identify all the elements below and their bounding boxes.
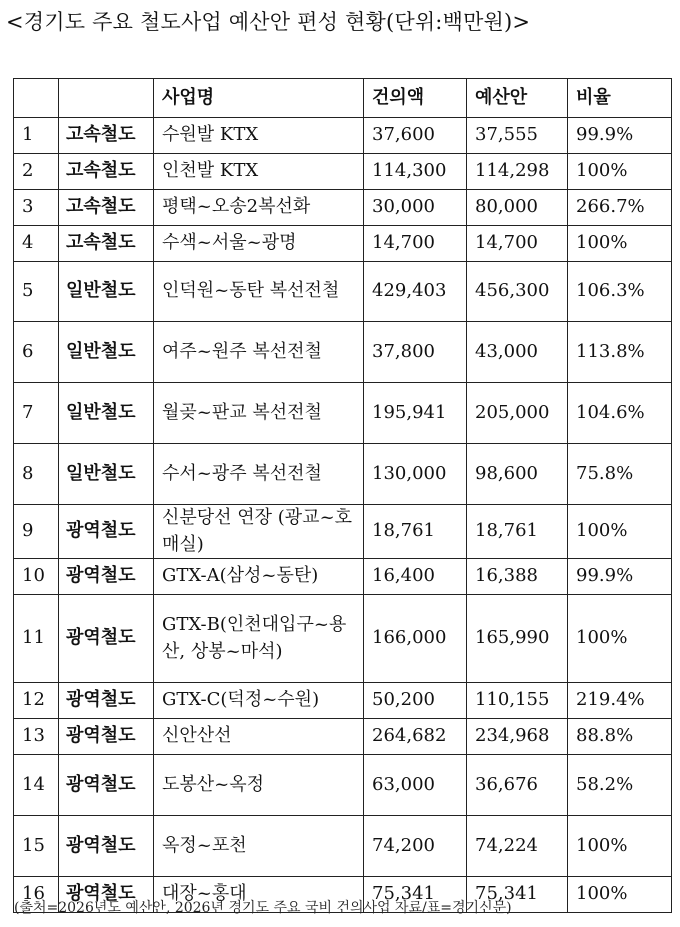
row-project-name: GTX-C(덕정~수원) [154, 683, 364, 719]
row-category: 광역철도 [59, 816, 154, 877]
row-ratio: 100% [568, 154, 672, 190]
row-number: 14 [14, 755, 59, 816]
row-project-name: 월곶~판교 복선전철 [154, 383, 364, 444]
row-ratio: 100% [568, 595, 672, 683]
row-number: 3 [14, 190, 59, 226]
table-row [14, 505, 672, 559]
row-budget: 205,000 [467, 383, 568, 444]
row-requested-amount: 429,403 [364, 262, 467, 322]
row-number: 5 [14, 262, 59, 322]
header-no [14, 79, 59, 118]
row-number: 13 [14, 719, 59, 755]
row-category: 광역철도 [59, 505, 154, 559]
table-row [14, 683, 672, 719]
row-category: 일반철도 [59, 322, 154, 383]
header-project-name: 사업명 [154, 79, 364, 118]
row-category: 일반철도 [59, 383, 154, 444]
row-requested-amount: 74,200 [364, 816, 467, 877]
row-ratio: 266.7% [568, 190, 672, 226]
source-note: (출처=2026년도 예산안, 2026년 경기도 주요 국비 건의사업 자료/표=경기신문) [14, 900, 512, 916]
table-row [14, 190, 672, 226]
row-category: 일반철도 [59, 444, 154, 505]
row-project-name: 여주~원주 복선전철 [154, 322, 364, 383]
table-row [14, 816, 672, 877]
row-project-name: 인천발 KTX [154, 154, 364, 190]
table-row [14, 559, 672, 595]
row-project-name: 대장~홍대 [154, 877, 364, 913]
row-number: 12 [14, 683, 59, 719]
row-number: 15 [14, 816, 59, 877]
row-requested-amount: 14,700 [364, 226, 467, 262]
row-project-name: 수서~광주 복선전철 [154, 444, 364, 505]
row-category: 고속철도 [59, 118, 154, 154]
row-project-name: 수색~서울~광명 [154, 226, 364, 262]
row-requested-amount: 114,300 [364, 154, 467, 190]
row-ratio: 88.8% [568, 719, 672, 755]
row-requested-amount: 195,941 [364, 383, 467, 444]
table-row [14, 755, 672, 816]
table-row [14, 226, 672, 262]
row-number: 1 [14, 118, 59, 154]
row-category: 광역철도 [59, 683, 154, 719]
row-requested-amount: 264,682 [364, 719, 467, 755]
row-ratio: 75.8% [568, 444, 672, 505]
table-header-row [14, 79, 672, 118]
table-body [14, 118, 672, 913]
row-budget: 14,700 [467, 226, 568, 262]
row-ratio: 58.2% [568, 755, 672, 816]
row-number: 4 [14, 226, 59, 262]
row-number: 11 [14, 595, 59, 683]
table-row [14, 154, 672, 190]
row-budget: 234,968 [467, 719, 568, 755]
row-category: 고속철도 [59, 190, 154, 226]
row-requested-amount: 30,000 [364, 190, 467, 226]
row-budget: 37,555 [467, 118, 568, 154]
page-title: <경기도 주요 철도사업 예산안 편성 현황(단위:백만원)> [6, 10, 531, 34]
row-budget: 36,676 [467, 755, 568, 816]
row-category: 광역철도 [59, 559, 154, 595]
row-project-name: 수원발 KTX [154, 118, 364, 154]
row-project-name: 인덕원~동탄 복선전철 [154, 262, 364, 322]
row-ratio: 100% [568, 505, 672, 559]
row-project-name: 신안산선 [154, 719, 364, 755]
row-ratio: 113.8% [568, 322, 672, 383]
row-ratio: 100% [568, 877, 672, 913]
row-category: 광역철도 [59, 719, 154, 755]
row-number: 2 [14, 154, 59, 190]
row-requested-amount: 130,000 [364, 444, 467, 505]
row-number: 10 [14, 559, 59, 595]
row-requested-amount: 166,000 [364, 595, 467, 683]
row-project-name: 옥정~포천 [154, 816, 364, 877]
row-requested-amount: 37,600 [364, 118, 467, 154]
row-category: 광역철도 [59, 595, 154, 683]
table-row [14, 444, 672, 505]
row-ratio: 100% [568, 226, 672, 262]
row-requested-amount: 18,761 [364, 505, 467, 559]
row-category: 광역철도 [59, 877, 154, 913]
row-number: 9 [14, 505, 59, 559]
row-requested-amount: 37,800 [364, 322, 467, 383]
row-budget: 75,341 [467, 877, 568, 913]
row-budget: 18,761 [467, 505, 568, 559]
row-requested-amount: 50,200 [364, 683, 467, 719]
row-ratio: 100% [568, 816, 672, 877]
table-row [14, 595, 672, 683]
row-category: 고속철도 [59, 154, 154, 190]
row-number: 8 [14, 444, 59, 505]
row-budget: 165,990 [467, 595, 568, 683]
row-ratio: 104.6% [568, 383, 672, 444]
table-row [14, 118, 672, 154]
row-budget: 74,224 [467, 816, 568, 877]
row-budget: 16,388 [467, 559, 568, 595]
row-budget: 80,000 [467, 190, 568, 226]
row-requested-amount: 63,000 [364, 755, 467, 816]
header-requested-amount: 건의액 [364, 79, 467, 118]
budget-table [13, 78, 672, 913]
row-project-name: 신분당선 연장 (광교~호매실) [154, 505, 364, 559]
row-project-name: GTX-A(삼성~동탄) [154, 559, 364, 595]
table-row [14, 719, 672, 755]
table-row [14, 262, 672, 322]
row-project-name: 도봉산~옥정 [154, 755, 364, 816]
row-category: 일반철도 [59, 262, 154, 322]
row-number: 6 [14, 322, 59, 383]
row-ratio: 106.3% [568, 262, 672, 322]
header-budget: 예산안 [467, 79, 568, 118]
row-category: 고속철도 [59, 226, 154, 262]
header-ratio: 비율 [568, 79, 672, 118]
row-project-name: GTX-B(인천대입구~용산, 상봉~마석) [154, 595, 364, 683]
row-category: 광역철도 [59, 755, 154, 816]
row-budget: 114,298 [467, 154, 568, 190]
table-row [14, 383, 672, 444]
row-ratio: 219.4% [568, 683, 672, 719]
row-budget: 456,300 [467, 262, 568, 322]
row-number: 7 [14, 383, 59, 444]
row-requested-amount: 16,400 [364, 559, 467, 595]
row-budget: 98,600 [467, 444, 568, 505]
row-budget: 43,000 [467, 322, 568, 383]
row-requested-amount: 75,341 [364, 877, 467, 913]
row-budget: 110,155 [467, 683, 568, 719]
row-project-name: 평택~오송2복선화 [154, 190, 364, 226]
row-ratio: 99.9% [568, 559, 672, 595]
header-category [59, 79, 154, 118]
table-row [14, 322, 672, 383]
row-ratio: 99.9% [568, 118, 672, 154]
row-number: 16 [14, 877, 59, 913]
